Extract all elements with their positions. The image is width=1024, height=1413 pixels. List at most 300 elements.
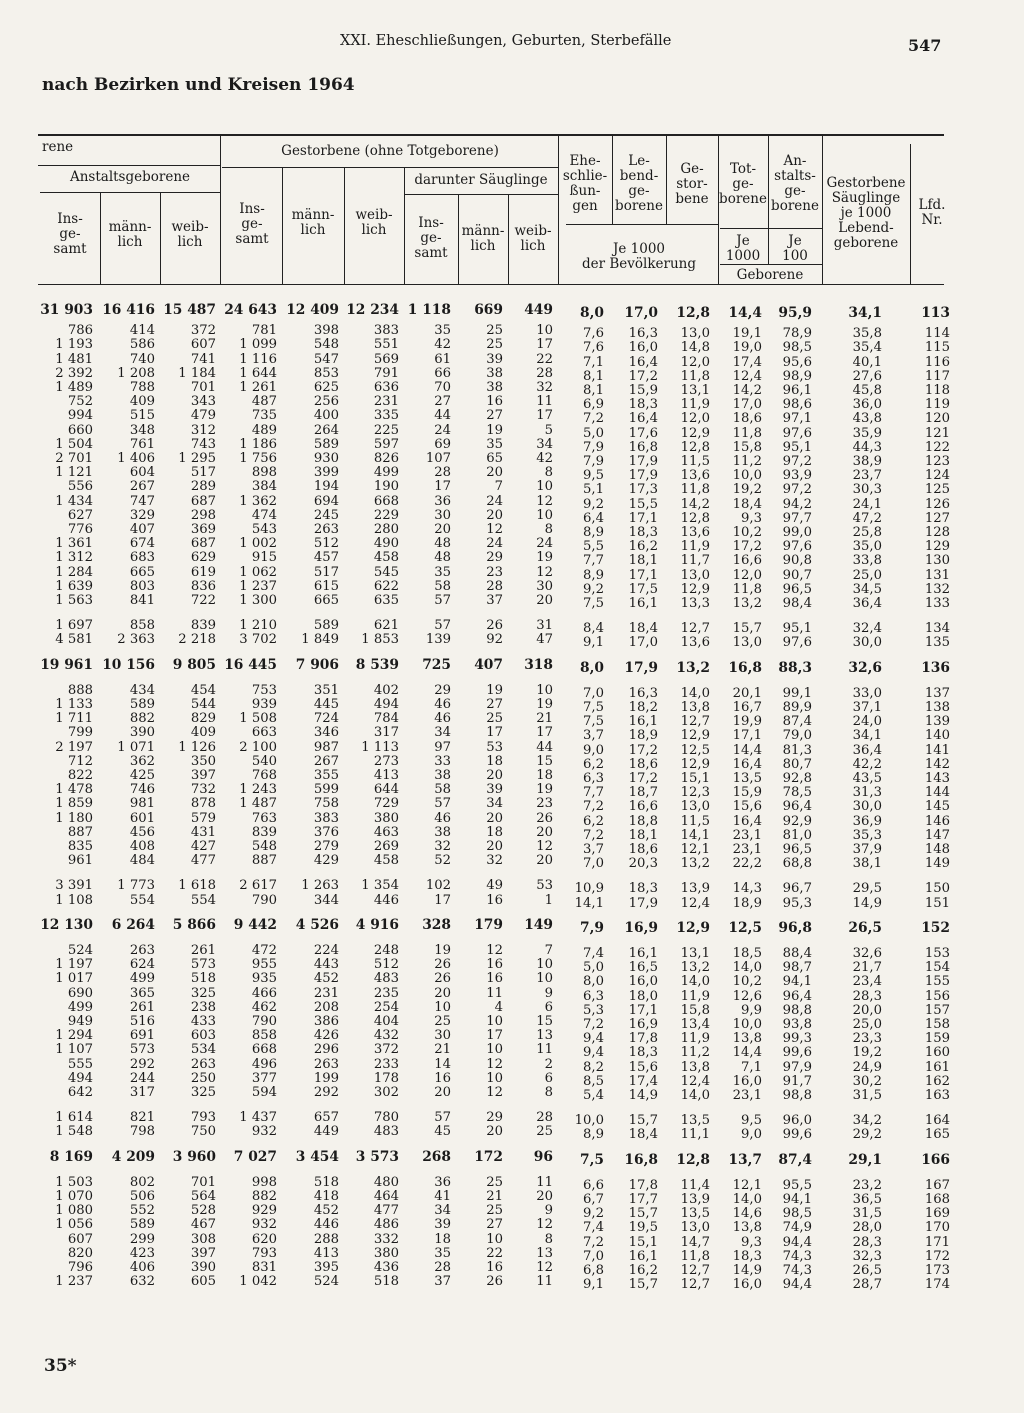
- table-cell: 776: [67, 522, 93, 537]
- table-cell: 30,0: [852, 799, 882, 815]
- table-cell: 20: [486, 507, 503, 523]
- table-cell: 172: [474, 1148, 503, 1165]
- table-cell: 1 056: [55, 1217, 93, 1233]
- table-cell: 350: [190, 753, 216, 769]
- table-cell: 432: [373, 1028, 399, 1044]
- table-cell: 94,4: [782, 1277, 812, 1293]
- table-cell: 98,5: [782, 1206, 812, 1222]
- table-cell: 16,2: [628, 539, 658, 555]
- table-cell: 8,0: [579, 659, 604, 676]
- table-cell: 518: [313, 1174, 339, 1190]
- table-cell: 10,0: [732, 1017, 762, 1032]
- table-cell: 14,4: [732, 1045, 762, 1061]
- table-cell: 24,9: [852, 1059, 882, 1075]
- table-cell: 1 504: [55, 436, 93, 452]
- table-cell: 28,3: [852, 988, 882, 1004]
- table-cell: 484: [129, 853, 155, 869]
- table-cell: 144: [924, 785, 950, 801]
- table-cell: 114: [924, 326, 950, 342]
- table-cell: 235: [373, 985, 399, 1001]
- table-cell: 1 107: [55, 1042, 93, 1058]
- table-cell: 18,2: [628, 700, 658, 715]
- table-cell: 98,8: [782, 1088, 812, 1103]
- table-cell: 429: [313, 853, 339, 869]
- table-cell: 57: [434, 796, 451, 812]
- table-cell: 273: [373, 753, 399, 769]
- table-cell: 26: [486, 1274, 503, 1290]
- table-cell: 6,7: [583, 1192, 604, 1207]
- table-cell: 16,1: [628, 1248, 658, 1264]
- table-cell: 380: [373, 810, 399, 826]
- table-cell: 1 180: [55, 810, 93, 826]
- table-cell: 99,3: [782, 1031, 812, 1047]
- table-cell: 38,1: [852, 856, 882, 872]
- table-cell: 8,0: [583, 974, 604, 990]
- table-cell: 57: [434, 1110, 451, 1126]
- table-cell: 13,8: [680, 1059, 710, 1075]
- table-cell: 35,0: [852, 539, 882, 555]
- table-cell: 3,7: [583, 842, 604, 857]
- table-cell: 545: [373, 564, 399, 580]
- table-cell: 131: [924, 567, 950, 583]
- table-cell: 556: [67, 479, 93, 495]
- table-cell: 589: [313, 618, 339, 634]
- table-cell: 564: [190, 1189, 216, 1204]
- table-cell: 32: [536, 380, 553, 395]
- table-cell: 28: [536, 1110, 553, 1126]
- table-cell: 18: [434, 1231, 451, 1247]
- table-cell: 27: [486, 408, 503, 424]
- table-cell: 34: [536, 436, 553, 452]
- table-cell: 607: [67, 1231, 93, 1247]
- table-cell: 7,9: [579, 919, 604, 936]
- table-cell: 263: [313, 522, 339, 537]
- table-cell: 7 027: [233, 1148, 277, 1165]
- table-cell: 38: [486, 365, 503, 381]
- table-cell: 24,0: [852, 714, 882, 730]
- table-cell: 674: [129, 536, 155, 552]
- table-cell: 407: [129, 522, 155, 537]
- table-cell: 18: [486, 824, 503, 840]
- table-cell: 25,0: [852, 1017, 882, 1032]
- table-cell: 554: [129, 892, 155, 908]
- table-cell: 13,9: [680, 881, 710, 897]
- table-cell: 462: [251, 999, 277, 1015]
- table-cell: 44: [434, 408, 451, 424]
- table-cell: 687: [190, 493, 216, 509]
- table-cell: 138: [924, 700, 950, 715]
- table-cell: 17: [536, 408, 553, 424]
- table-cell: 165: [924, 1127, 950, 1143]
- table-cell: 19,0: [732, 340, 762, 356]
- table-cell: 94,1: [782, 974, 812, 990]
- table-cell: 13,0: [680, 799, 710, 815]
- table-cell: 882: [251, 1189, 277, 1204]
- table-cell: 13: [536, 1028, 553, 1044]
- table-cell: 96,0: [782, 1113, 812, 1129]
- table-cell: 11,1: [680, 1127, 710, 1143]
- table-cell: 263: [313, 1056, 339, 1072]
- table-cell: 690: [67, 985, 93, 1001]
- table-cell: 97,2: [782, 482, 812, 498]
- table-cell: 619: [190, 564, 216, 580]
- rule: [222, 167, 558, 168]
- table-cell: 17: [536, 337, 553, 353]
- table-cell: 15: [536, 753, 553, 769]
- table-cell: 8,9: [583, 567, 604, 583]
- table-cell: 142: [924, 756, 950, 772]
- table-cell: 544: [190, 697, 216, 712]
- table-cell: 18,3: [628, 881, 658, 897]
- table-cell: 153: [924, 946, 950, 961]
- table-cell: 835: [67, 839, 93, 854]
- table-cell: 22: [486, 1245, 503, 1261]
- table-cell: 446: [313, 1217, 339, 1233]
- table-cell: 29,1: [848, 1151, 882, 1168]
- table-cell: 750: [190, 1124, 216, 1140]
- table-cell: 233: [373, 1056, 399, 1072]
- table-cell: 96,5: [782, 581, 812, 597]
- table-cell: 18,0: [628, 988, 658, 1004]
- table-cell: 37: [434, 1274, 451, 1290]
- table-cell: 594: [251, 1085, 277, 1100]
- table-cell: 12,8: [676, 1151, 710, 1168]
- table-cell: 11,9: [680, 397, 710, 413]
- table-cell: 12,6: [732, 988, 762, 1004]
- table-cell: 150: [924, 881, 950, 897]
- table-cell: 88,3: [778, 659, 812, 676]
- table-cell: 13: [536, 1245, 553, 1261]
- table-cell: 418: [313, 1189, 339, 1204]
- table-cell: 25: [486, 1174, 503, 1190]
- table-cell: 1 071: [117, 739, 155, 755]
- table-cell: 30,3: [852, 482, 882, 498]
- table-cell: 16,8: [628, 439, 658, 455]
- table-cell: 712: [67, 753, 93, 769]
- table-cell: 120: [924, 411, 950, 427]
- table-cell: 28: [486, 578, 503, 594]
- table-cell: 31: [536, 618, 553, 634]
- table-cell: 463: [373, 824, 399, 840]
- table-cell: 13,6: [680, 635, 710, 651]
- table-cell: 18,3: [628, 525, 658, 540]
- table-cell: 96,1: [782, 383, 812, 398]
- table-cell: 784: [373, 711, 399, 727]
- table-cell: 18,4: [732, 496, 762, 512]
- table-cell: 20: [486, 1124, 503, 1140]
- table-cell: 935: [251, 971, 277, 987]
- table-cell: 130: [924, 553, 950, 569]
- table-cell: 139: [425, 632, 451, 648]
- table-cell: 19,9: [732, 714, 762, 730]
- table-cell: 69: [434, 436, 451, 452]
- table-cell: 15,1: [680, 771, 710, 786]
- table-cell: 1 508: [239, 711, 277, 727]
- table-cell: 474: [251, 507, 277, 523]
- table-cell: 398: [313, 323, 339, 339]
- table-cell: 11,7: [680, 553, 710, 569]
- table-cell: 18,6: [628, 756, 658, 772]
- table-cell: 9,3: [741, 1234, 762, 1250]
- table-cell: 8,2: [583, 1059, 604, 1075]
- table-cell: 21,7: [852, 960, 882, 976]
- table-cell: 256: [313, 394, 339, 410]
- table-cell: 15,7: [628, 1206, 658, 1222]
- table-cell: 20: [486, 768, 503, 783]
- table-cell: 16 416: [102, 302, 155, 318]
- table-cell: 155: [924, 974, 950, 990]
- table-cell: 95,5: [782, 1177, 812, 1193]
- table-cell: 52: [434, 853, 451, 869]
- table-cell: 518: [190, 971, 216, 987]
- table-cell: 9,1: [583, 635, 604, 651]
- table-cell: 18,5: [732, 946, 762, 961]
- table-cell: 17,8: [628, 1177, 658, 1193]
- table-cell: 117: [924, 368, 950, 384]
- table-cell: 790: [251, 1014, 277, 1029]
- table-cell: 12,4: [680, 895, 710, 911]
- table-cell: 362: [129, 753, 155, 769]
- table-cell: 601: [129, 810, 155, 826]
- table-cell: 607: [190, 337, 216, 353]
- table-cell: 17,2: [628, 771, 658, 786]
- table-cell: 1 644: [239, 365, 277, 381]
- table-cell: 289: [190, 479, 216, 495]
- table-cell: 74,9: [782, 1220, 812, 1236]
- table-cell: 446: [373, 892, 399, 908]
- table-cell: 16,0: [628, 974, 658, 990]
- table-cell: 173: [924, 1263, 950, 1278]
- header-je100: Je 100: [782, 233, 808, 264]
- table-cell: 8,9: [583, 1127, 604, 1143]
- table-cell: 7,2: [583, 799, 604, 815]
- table-cell: 231: [313, 985, 339, 1001]
- table-cell: 99,6: [782, 1127, 812, 1143]
- table-cell: 7,0: [583, 856, 604, 872]
- table-cell: 955: [251, 957, 277, 973]
- table-cell: 9 442: [233, 916, 277, 933]
- table-cell: 1 193: [55, 337, 93, 353]
- table-cell: 540: [251, 753, 277, 769]
- table-cell: 5,3: [583, 1002, 604, 1018]
- table-cell: 15,5: [628, 496, 658, 512]
- table-cell: 753: [251, 682, 277, 698]
- table-cell: 13,8: [732, 1220, 762, 1236]
- table-cell: 12 409: [286, 302, 339, 318]
- table-cell: 820: [67, 1245, 93, 1261]
- table-cell: 46: [434, 711, 451, 727]
- table-cell: 14,4: [728, 305, 762, 321]
- table-cell: 496: [251, 1056, 277, 1072]
- table-cell: 7,0: [583, 1248, 604, 1264]
- table-cell: 8 539: [355, 656, 399, 673]
- table-cell: 157: [924, 1002, 950, 1018]
- table-cell: 786: [67, 323, 93, 339]
- table-cell: 413: [373, 768, 399, 783]
- table-cell: 30: [536, 578, 553, 594]
- table-cell: 7,7: [583, 553, 604, 569]
- table-cell: 38: [434, 768, 451, 783]
- table-cell: 13,6: [680, 468, 710, 484]
- table-cell: 16: [486, 971, 503, 987]
- table-cell: 383: [373, 323, 399, 339]
- table-cell: 386: [313, 1014, 339, 1029]
- table-cell: 355: [313, 768, 339, 783]
- table-cell: 97,1: [782, 411, 812, 427]
- table-cell: 15,7: [628, 1277, 658, 1293]
- table-cell: 44,3: [852, 439, 882, 455]
- table-cell: 53: [486, 739, 503, 755]
- table-cell: 23,1: [732, 827, 762, 843]
- table-cell: 7,6: [583, 340, 604, 356]
- table-cell: 555: [67, 1056, 93, 1072]
- table-cell: 11,8: [732, 581, 762, 597]
- table-cell: 263: [190, 1056, 216, 1072]
- table-cell: 1 294: [55, 1028, 93, 1044]
- table-cell: 12,0: [680, 354, 710, 370]
- table-cell: 99,6: [782, 1045, 812, 1061]
- table-cell: 57: [434, 618, 451, 634]
- table-cell: 683: [129, 550, 155, 566]
- table-cell: 548: [251, 839, 277, 854]
- table-cell: 404: [373, 1014, 399, 1029]
- table-cell: 36: [434, 1174, 451, 1190]
- table-cell: 125: [924, 482, 950, 498]
- table-cell: 1 042: [239, 1274, 277, 1290]
- table-cell: 10: [536, 507, 553, 523]
- table-cell: 735: [251, 408, 277, 424]
- table-cell: 269: [373, 839, 399, 854]
- table-cell: 261: [190, 943, 216, 958]
- table-cell: 554: [190, 892, 216, 908]
- table-cell: 17,9: [628, 468, 658, 484]
- table-cell: 15,8: [680, 1002, 710, 1018]
- table-cell: 32,6: [848, 659, 882, 676]
- table-cell: 589: [313, 436, 339, 452]
- header-maennlich: männ- lich: [108, 219, 152, 250]
- table-cell: 1 002: [239, 536, 277, 552]
- table-cell: 12: [486, 522, 503, 537]
- table-cell: 9,4: [583, 1031, 604, 1047]
- table-cell: 92,8: [782, 771, 812, 786]
- table-cell: 483: [373, 1124, 399, 1140]
- rule: [220, 134, 221, 284]
- table-cell: 781: [251, 323, 277, 339]
- table-cell: 170: [924, 1220, 950, 1236]
- table-cell: 22: [536, 351, 553, 367]
- header-anstaltsgeborene-rate: An- stalts- ge- borene: [771, 153, 819, 214]
- table-cell: 2 392: [55, 365, 93, 381]
- table-cell: 68,8: [782, 856, 812, 872]
- table-cell: 1 756: [239, 451, 277, 466]
- table-cell: 95,6: [782, 354, 812, 370]
- table-cell: 17: [434, 892, 451, 908]
- table-cell: 512: [373, 957, 399, 973]
- table-cell: 888: [67, 682, 93, 698]
- table-cell: 29,5: [852, 881, 882, 897]
- table-cell: 1 406: [117, 451, 155, 466]
- table-cell: 224: [313, 943, 339, 958]
- table-cell: 1 773: [117, 878, 155, 894]
- table-cell: 668: [373, 493, 399, 509]
- header-weiblich: weib- lich: [514, 223, 552, 254]
- table-cell: 38,9: [852, 454, 882, 469]
- table-cell: 30,2: [852, 1073, 882, 1089]
- table-cell: 41: [434, 1189, 451, 1204]
- table-cell: 19: [536, 697, 553, 712]
- table-cell: 660: [67, 422, 93, 438]
- table-cell: 7,0: [583, 685, 604, 701]
- table-cell: 407: [474, 656, 503, 673]
- table-cell: 858: [129, 618, 155, 634]
- table-cell: 19: [536, 550, 553, 566]
- table-cell: 17,2: [628, 742, 658, 758]
- table-cell: 799: [67, 725, 93, 741]
- table-cell: 49: [486, 878, 503, 894]
- table-cell: 115: [924, 340, 950, 356]
- rule: [40, 192, 220, 193]
- table-cell: 95,3: [782, 895, 812, 911]
- table-cell: 14,0: [680, 685, 710, 701]
- table-cell: 17: [536, 725, 553, 741]
- table-cell: 152: [921, 919, 950, 936]
- table-cell: 11,8: [680, 1248, 710, 1264]
- table-cell: 499: [373, 465, 399, 481]
- table-cell: 12: [486, 1085, 503, 1100]
- table-cell: 23,2: [852, 1177, 882, 1193]
- table-cell: 143: [924, 771, 950, 786]
- table-cell: 939: [251, 697, 277, 712]
- header-lfd-nr: Lfd. Nr.: [918, 197, 946, 228]
- table-cell: 16,4: [732, 756, 762, 772]
- table-cell: 740: [129, 351, 155, 367]
- header-gestorbene-saeuglinge: Gestorbene Säuglinge je 1000 Lebend- geborene: [826, 175, 906, 251]
- table-cell: 267: [313, 753, 339, 769]
- table-cell: 17,4: [732, 354, 762, 370]
- table-cell: 1 639: [55, 578, 93, 594]
- table-cell: 35: [434, 323, 451, 339]
- table-cell: 7,6: [583, 326, 604, 342]
- header-maennlich: männ- lich: [461, 223, 505, 254]
- table-cell: 16,2: [628, 1263, 658, 1278]
- table-cell: 1 478: [55, 782, 93, 798]
- table-cell: 329: [129, 507, 155, 523]
- table-cell: 28,7: [852, 1277, 882, 1293]
- table-cell: 644: [373, 782, 399, 798]
- table-cell: 351: [313, 682, 339, 698]
- table-cell: 139: [924, 714, 950, 730]
- table-cell: 97,6: [782, 635, 812, 651]
- table-cell: 35,3: [852, 827, 882, 843]
- table-cell: 11,8: [732, 425, 762, 441]
- table-cell: 7,5: [583, 596, 604, 611]
- table-cell: 369: [190, 522, 216, 537]
- table-cell: 1 121: [55, 465, 93, 481]
- table-cell: 25: [486, 337, 503, 353]
- table-cell: 915: [251, 550, 277, 566]
- table-cell: 397: [190, 768, 216, 783]
- table-cell: 299: [129, 1231, 155, 1247]
- table-cell: 464: [373, 1189, 399, 1204]
- table-cell: 10: [486, 1014, 503, 1029]
- table-cell: 93,8: [782, 1017, 812, 1032]
- table-cell: 97,6: [782, 425, 812, 441]
- header-je1000: Je 1000: [725, 233, 761, 264]
- table-cell: 9: [544, 1203, 553, 1219]
- table-cell: 15,8: [732, 439, 762, 455]
- table-cell: 12,5: [728, 919, 762, 936]
- table-cell: 7: [494, 479, 503, 495]
